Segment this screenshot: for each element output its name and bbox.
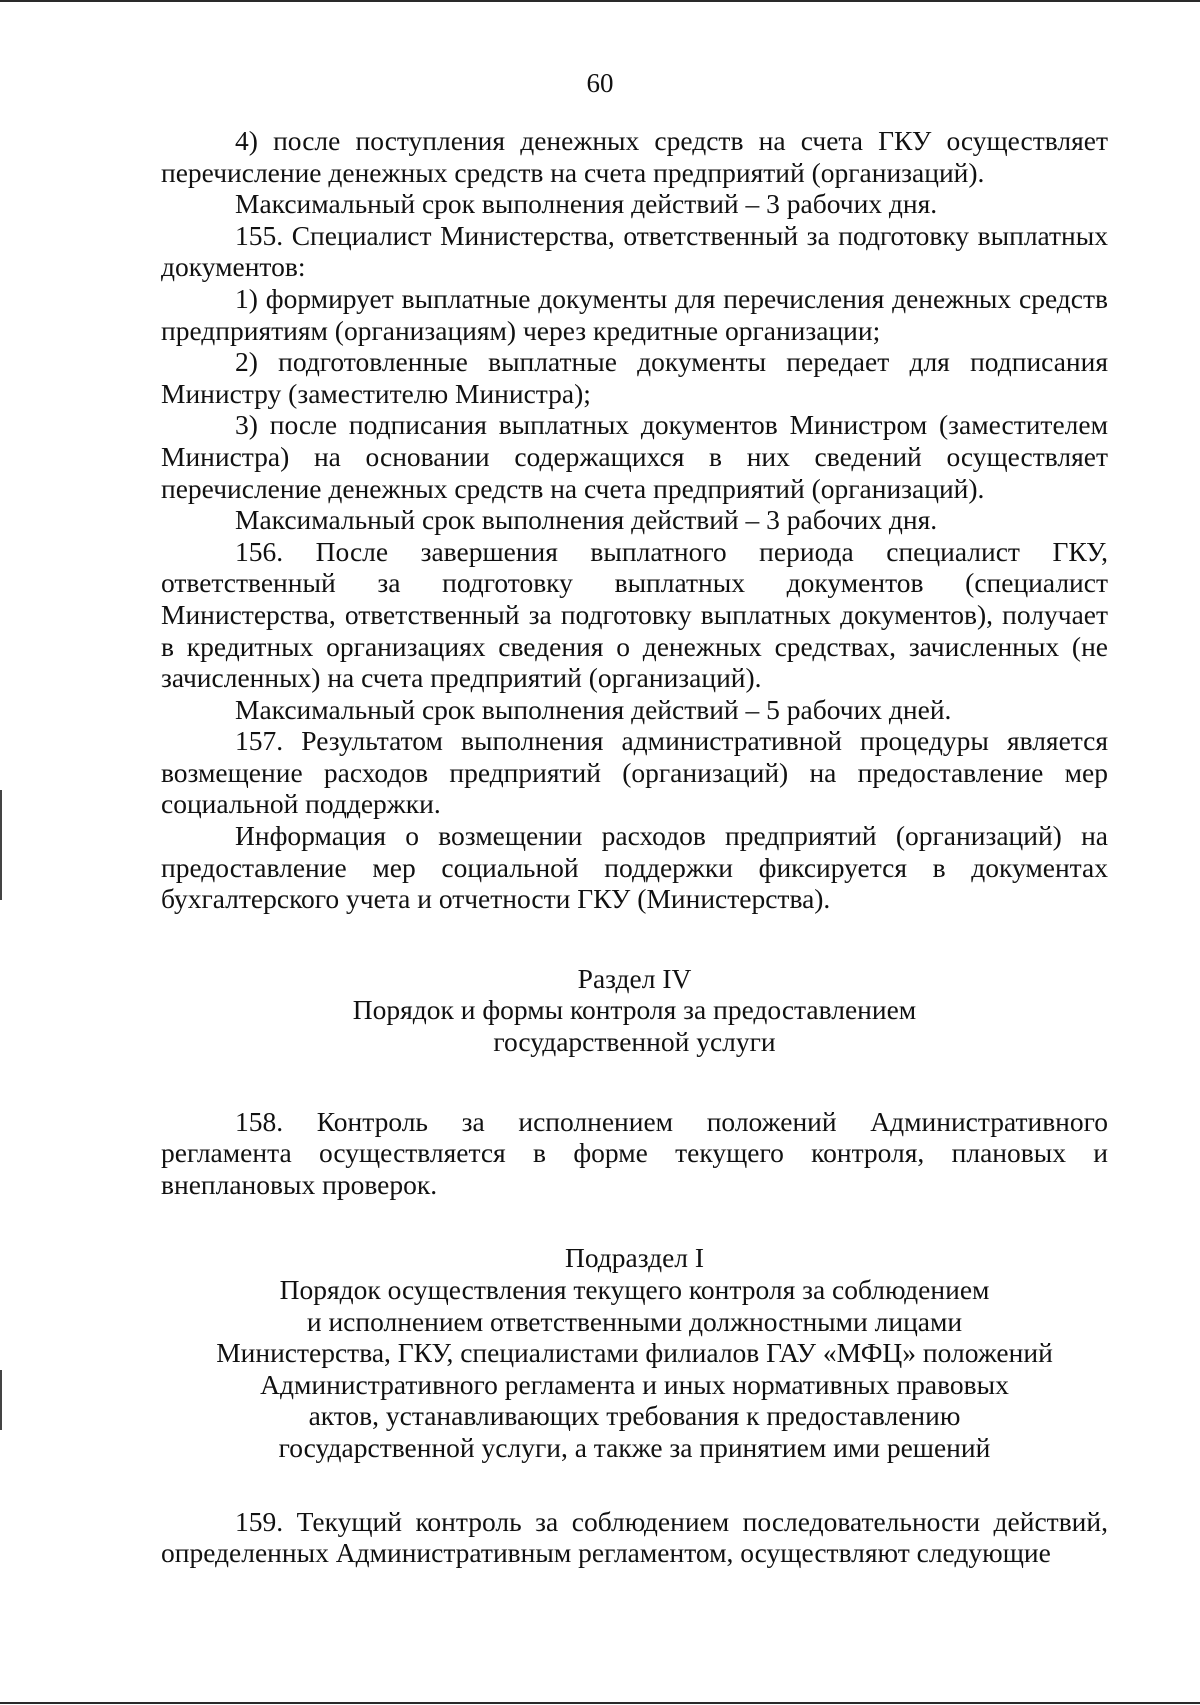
paragraph: 1) формирует выплатные документы для перечисления денежных средств предприятиям (организациям) через кредитные организации; <box>161 282 1108 346</box>
paragraph: Максимальный срок выполнения действий – 5 рабочих дней. <box>235 693 952 725</box>
section-title: Раздел IV <box>577 962 692 994</box>
left-scan-edge-mark <box>0 790 2 900</box>
subsection-heading-line: актов, устанавливающих требования к предоставлению <box>308 1400 961 1432</box>
paragraph: 155. Специалист Министерства, ответственный за подготовку выплатных документов: <box>161 219 1108 283</box>
paragraph: Максимальный срок выполнения действий – 3 рабочих дня. <box>235 188 938 220</box>
paragraph: 156. После завершения выплатного периода специалист ГКУ, ответственный за подготовку выплатных документов (специалист Министерства, ответственный за подготовку выплатных документов), получает в кредитных организациях сведения о денежных средствах, зачисленных (не зачисленных) на счета предприятий (организаций). <box>161 535 1108 694</box>
section-heading-line: государственной услуги <box>493 1026 776 1058</box>
paragraph: 157. Результатом выполнения административной процедуры является возмещение расходов предприятий (организаций) на предоставление мер социальной поддержки. <box>161 725 1108 820</box>
subsection-heading-line: и исполнением ответственными должностными лицами <box>306 1305 963 1337</box>
subsection-heading-line: государственной услуги, а также за принятием ими решений <box>278 1431 991 1463</box>
subsection-heading-line: Министерства, ГКУ, специалистами филиалов ГАУ «МФЦ» положений <box>216 1337 1053 1369</box>
bottom-scan-edge <box>0 1702 1200 1704</box>
paragraph: 2) подготовленные выплатные документы передает для подписания Министру (заместителю Министра); <box>161 346 1108 409</box>
paragraph: 159. Текущий контроль за соблюдением последовательности действий, определенных Административным регламентом, осуществляют следующие <box>161 1505 1108 1569</box>
section-heading-line: Порядок и формы контроля за предоставлением <box>352 994 917 1026</box>
page-number: 60 <box>586 68 614 98</box>
paragraph: Информация о возмещении расходов предприятий (организаций) на предоставление мер социальной поддержки фиксируется в документах бухгалтерского учета и отчетности ГКУ (Министерства). <box>161 820 1108 915</box>
paragraph: 4) после поступления денежных средств на счета ГКУ осуществляет перечисление денежных средств на счета предприятий (организаций). <box>161 125 1108 188</box>
paragraph: 3) после подписания выплатных документов Министром (заместителем Министра) на основании содержащихся в них сведений осуществляет перечисление денежных средств на счета предприятий (организаций). <box>161 409 1108 504</box>
paragraph: 158. Контроль за исполнением положений Административного регламента осуществляется в форме текущего контроля, плановых и внеплановых проверок. <box>161 1105 1108 1200</box>
top-scan-edge <box>0 0 1200 2</box>
subsection-heading-line: Административного регламента и иных нормативных правовых <box>260 1368 1009 1400</box>
subsection-heading-line: Порядок осуществления текущего контроля за соблюдением <box>279 1274 990 1305</box>
subsection-heading <box>161 1242 1108 1463</box>
document-body <box>161 125 1108 1569</box>
paragraph: Максимальный срок выполнения действий – 3 рабочих дня. <box>235 504 938 536</box>
left-scan-edge-mark <box>0 1370 2 1430</box>
section-heading <box>161 963 1108 1058</box>
subsection-title: Подраздел I <box>564 1242 705 1274</box>
